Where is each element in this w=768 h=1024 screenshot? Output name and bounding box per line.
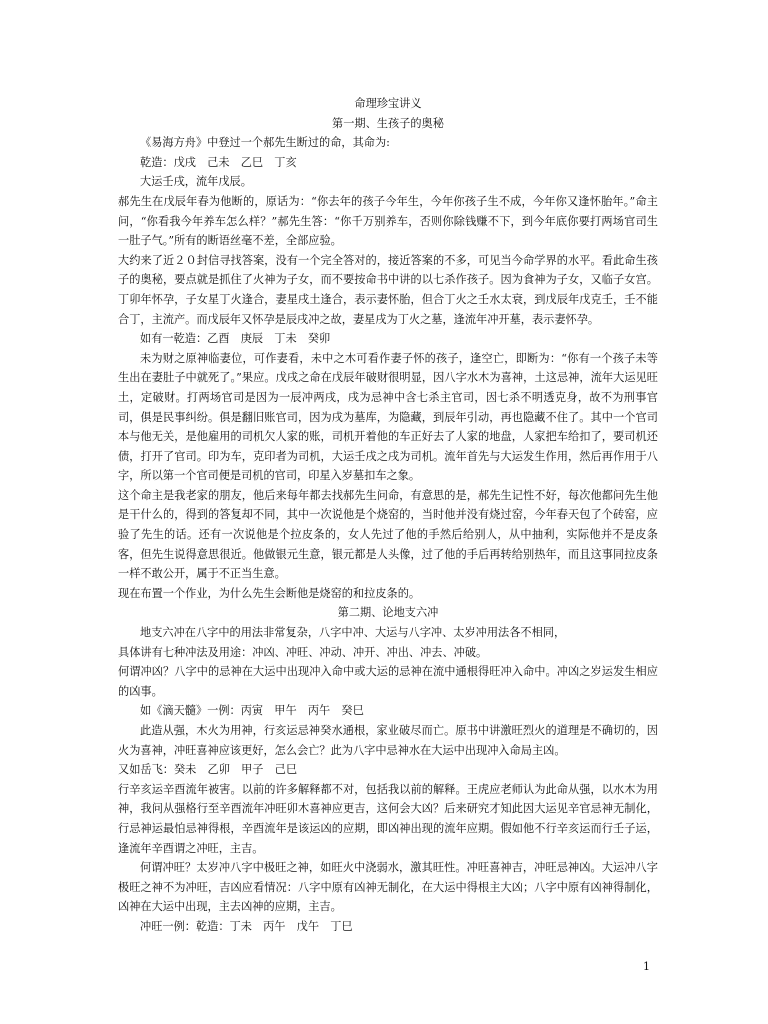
section-2-body [118, 623, 658, 937]
paragraph: 未为财之原神临妻位，可作妻看，未中之木可看作妻子怀的孩子，逢空亡，即断为：“你有一个孩子未等生出在妻肚子中就死了。”果应。戊戌之命在戊辰年破财很明显，因八字水木为喜神，土这忌神，流年大运见旺土，定破财。打两场官司是因为一辰冲两戌，戌为忌神中含七杀主官司，因七杀不明透克身，故不为刑事官司，俱是民事纠纷。俱是翻旧账官司，因为戌为墓库，为隐藏，到辰年引动，再也隐藏不住了。其中一个官司本与他无关，是他雇用的司机欠人家的账，司机开着他的车正好去了人家的地盘，人家把车给扣了，要司机还债，打开了官司。印为车，克印者为司机，大运壬戌之戌为司机。流年首先与大运发生作用，然后再作用于八字，所以第一个官司便是司机的官司，印星入岁墓扣车之象。 [118, 351, 658, 483]
paragraph: 具体讲有七种冲法及用途：冲凶、冲旺、冲动、冲开、冲出、冲去、冲破。 [118, 645, 488, 659]
document-title: 命理珍宝讲义 [354, 97, 422, 110]
paragraph: 现在布置一个作业，为什么先生会断他是烧窑的和拉皮条的。 [118, 586, 421, 600]
paragraph: 行辛亥运辛酉流年被害。以前的许多解释都不对，包括我以前的解释。王虎应老师认为此命从强，以水木为用神，我问从强格行至辛酉流年冲旺卯木喜神应更吉，这何会大凶？后来研究才知此因大运见辛官忌神无制化，行忌神运最怕忌神得根，辛酉流年是该运凶的应期，即凶神出现的流年应期。假如他不行辛亥运而行壬子运，逢流年辛酉谓之冲旺，主吉。 [118, 782, 658, 855]
paragraph: 此造从强，木火为用神，行亥运忌神癸水通根，家业破尽而亡。原书中讲激旺烈火的道理是不确切的，因火为喜神，冲旺喜神应该更好，怎么会亡？此为八字中忌神水在大运中出现冲入命局主凶。 [118, 724, 658, 757]
paragraph: 又如岳飞：癸未 乙卯 甲子 己巳 [118, 763, 298, 777]
paragraph: 乾造：戊戌 己未 乙巳 丁亥 [140, 155, 297, 169]
paragraph: 如有一乾造：乙酉 庚辰 丁未 癸卯 [140, 332, 331, 346]
paragraph: 如《滴天髓》一例：丙寅 甲午 丙午 癸巳 [140, 704, 364, 718]
paragraph: 郝先生在戊辰年春为他断的，原话为：“你去年的孩子今年生，今年你孩子生不成，今年你又逢怀胎年。”命主问，“你看我今年养车怎么样？”郝先生答：“你千万别养车，否则你除钱赚不下，到今年底你要打两场官司生一肚子气。”所有的断语丝毫不差，全部应验。 [118, 194, 658, 248]
section-2-title: 第二期、论地支六冲 [337, 606, 439, 620]
section-1-body [118, 133, 658, 603]
page-number: 1 [643, 960, 650, 973]
section-1-title: 第一期、生孩子的奥秘 [332, 116, 444, 130]
paragraph: 地支六冲在八字中的用法非常复杂，八字中冲、大运与八字冲、太岁冲用法各不相同， [140, 626, 566, 640]
paragraph: 这个命主是我老家的朋友，他后来每年都去找郝先生问命，有意思的是，郝先生记性不好，每次他都问先生他是干什么的，得到的答复却不同，其中一次说他是个烧窑的，当时他并没有烧过窑，今年春天包了个砖窑，应验了先生的话。还有一次说他是个拉皮条的，女人先过了他的手然后给别人，从中抽利，实际他并不是皮条客，但先生说得意思很近。他做银元生意，银元都是人头像，过了他的手后再转给别热年，而且这事同拉皮条一样不敢公开，属于不正当生意。 [118, 488, 658, 581]
paragraph: 大运壬戌，流年戊辰。 [140, 175, 252, 189]
paragraph: 何谓冲凶？八字中的忌神在大运中出现冲入命中或大运的忌神在流中通根得旺冲入命中。冲凶之岁运发生相应的凶事。 [118, 665, 658, 698]
paragraph: 冲旺一例：乾造：丁未 丙午 戊午 丁巳 [140, 919, 353, 933]
paragraph: 大约来了近２０封信寻找答案，没有一个完全答对的，接近答案的不多，可见当今命学界的水平。看此命生孩子的奥秘，要点就是抓住了火神为子女，而不要按命书中讲的以七杀作孩子。因为食神为子女，又临子女宫。丁卯年怀孕，子女星丁火逢合，妻星戌土逢合，表示妻怀胎，但合丁火之壬水太衰，到戊辰年戊克壬，壬不能合丁，主流产。而戊辰年又怀孕是辰戌冲之故，妻星戌为丁火之墓，逢流年冲开墓，表示妻怀孕。 [118, 253, 658, 326]
paragraph: 《易海方舟》中登过一个郝先生断过的命，其命为: [140, 136, 390, 150]
document-page [118, 94, 658, 937]
paragraph: 何谓冲旺？太岁冲八字中极旺之神，如旺火中浇弱水，激其旺性。冲旺喜神吉，冲旺忌神凶。大运冲八字极旺之神不为冲旺，吉凶应看情况：八字中原有凶神无制化，在大运中得根主大凶；八字中原有凶神得制化，凶神在大运中出现，主去凶神的应期，主吉。 [118, 861, 658, 914]
